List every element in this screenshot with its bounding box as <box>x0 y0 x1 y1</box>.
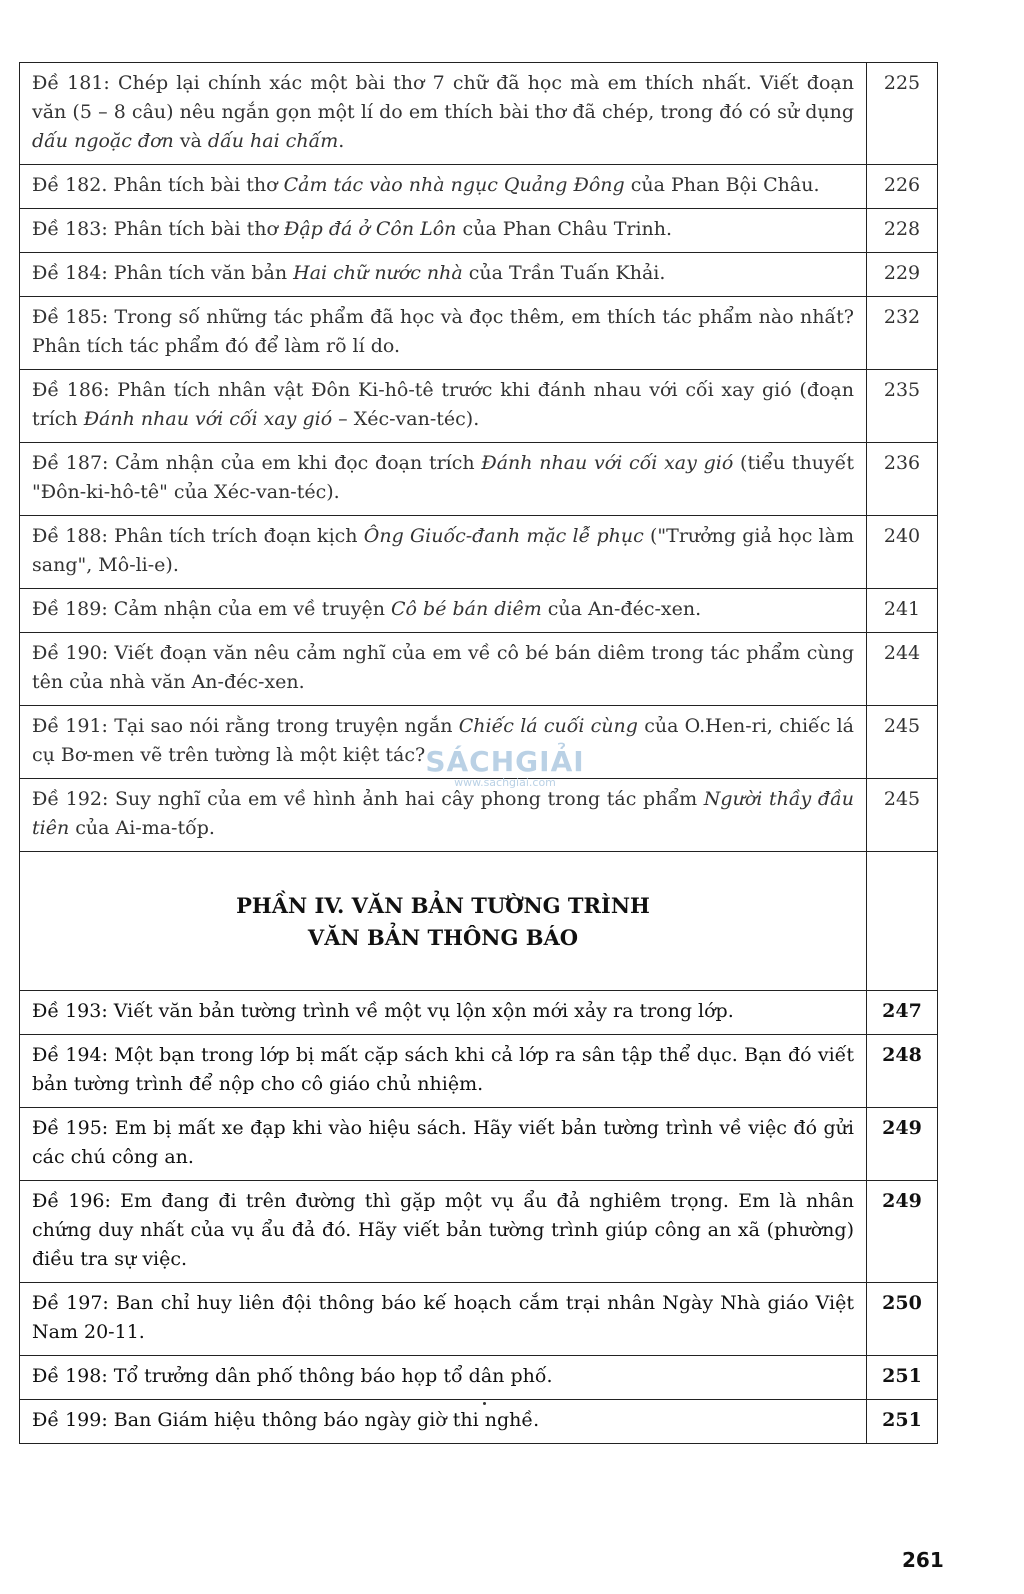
toc-entry <box>20 1108 938 1181</box>
toc-entry-segment: : Cảm nhận của em khi đọc đoạn trích <box>102 452 482 474</box>
toc-entry-page: 241 <box>867 589 938 633</box>
section-heading-line-1: PHẦN IV. VĂN BẢN TƯỜNG TRÌNH <box>236 893 650 918</box>
toc-entry-label: Đề 189 <box>32 598 102 620</box>
watermark <box>405 745 605 789</box>
toc-entry <box>20 297 938 370</box>
toc-entry-page: 244 <box>867 633 938 706</box>
toc-entry-page: 245 <box>867 779 938 852</box>
toc-entry-text <box>20 1108 867 1181</box>
toc-entry-segment: : Phân tích trích đoạn kịch <box>101 525 364 547</box>
toc-entry-title-italic: dấu hai chấm <box>207 130 339 152</box>
toc-entry-page: 250 <box>867 1283 938 1356</box>
toc-entry-text <box>20 63 867 165</box>
toc-entry-page: 249 <box>867 1108 938 1181</box>
toc-entry-segment: : Một bạn trong lớp bị mất cặp sách khi cả lớp ra sân tập thể dục. Bạn đó viết bản tường trình để nộp cho cô giáo chủ nhiệm. <box>32 1044 854 1095</box>
toc-entry <box>20 63 938 165</box>
toc-entry-text <box>20 1035 867 1108</box>
toc-entry-segment: của Phan Châu Trinh. <box>456 218 673 240</box>
toc-entry-text <box>20 370 867 443</box>
toc-entry-title-italic: dấu ngoặc đơn <box>32 130 174 152</box>
toc-entry-label: Đề 191 <box>32 715 102 737</box>
toc-entry-segment: : Suy nghĩ của em về hình ảnh hai cây phong trong tác phẩm <box>101 788 704 810</box>
toc-entry-label: Đề 199 <box>32 1409 102 1431</box>
toc-entry-text <box>20 209 867 253</box>
toc-entry-segment: : Tại sao nói rằng trong truyện ngắn <box>101 715 459 737</box>
toc-entry-segment: của Phan Bội Châu. <box>624 174 820 196</box>
toc-entry <box>20 253 938 297</box>
toc-entry-segment: : Viết văn bản tường trình về một vụ lộn xộn mới xảy ra trong lớp. <box>101 1000 734 1022</box>
toc-entry-label: Đề 195 <box>32 1117 102 1139</box>
toc-entry-page: 235 <box>867 370 938 443</box>
toc-entry-label: Đề 182 <box>32 174 102 196</box>
toc-entry-segment: và <box>173 130 208 152</box>
toc-entry-segment: : Trong số những tác phẩm đã học và đọc thêm, em thích tác phẩm nào nhất? Phân tích tác phẩm đó để làm rõ lí do. <box>32 306 854 357</box>
section-heading-line-2: VĂN BẢN THÔNG BÁO <box>307 925 579 950</box>
toc-entry-page: 240 <box>867 516 938 589</box>
toc-entry <box>20 443 938 516</box>
toc-entry <box>20 165 938 209</box>
toc-entry-text <box>20 1283 867 1356</box>
toc-entry-segment: (tiểu thuyết "Đôn-ki-hô-tê" của Xéc-van-téc). <box>32 452 854 503</box>
toc-entry-segment: của Ai-ma-tốp. <box>69 817 215 839</box>
toc-entry-text <box>20 633 867 706</box>
toc-entry <box>20 633 938 706</box>
toc-entry-title-italic: Hai chữ nước nhà <box>293 262 463 284</box>
toc-rows-part-iv <box>20 991 938 1444</box>
toc-entry-page: 251 <box>867 1400 938 1444</box>
toc-entry-page: 247 <box>867 991 938 1035</box>
toc-entry-page: 236 <box>867 443 938 516</box>
toc-entry-segment: của An-đéc-xen. <box>541 598 702 620</box>
toc-entry-segment: . Phân tích bài thơ <box>101 174 284 196</box>
toc-entry-page: 228 <box>867 209 938 253</box>
toc-entry-label: Đề 188 <box>32 525 102 547</box>
toc-entry-segment: : Phân tích nhân vật Đôn Ki-hô-tê trước khi đánh nhau với cối xay gió (đoạn trích <box>32 379 854 430</box>
toc-entry-text <box>20 1400 867 1444</box>
toc-entry-label: Đề 198 <box>32 1365 102 1387</box>
watermark-brand: SÁCHGIẢI <box>425 745 585 778</box>
toc-entry-label: Đề 186 <box>32 379 104 401</box>
toc-entry-page: 232 <box>867 297 938 370</box>
toc-entry-text <box>20 443 867 516</box>
toc-entry-segment: : Ban chỉ huy liên đội thông báo kế hoạch cắm trại nhân Ngày Nhà giáo Việt Nam 20-11. <box>32 1292 854 1343</box>
toc-entry-page: 245 <box>867 706 938 779</box>
toc-entry-segment: : Chép lại chính xác một bài thơ 7 chữ đã học mà em thích nhất. Viết đoạn văn (5 – 8 câu) nêu ngắn gọn một lí do em thích bài thơ đã chép, trong đó có sử dụng <box>32 72 854 123</box>
toc-rows-part-iii <box>20 63 938 852</box>
toc-entry-title-italic: Đánh nhau với cối xay gió <box>481 452 734 474</box>
page-number: 261 <box>902 1548 944 1572</box>
toc-entry-text <box>20 1356 867 1400</box>
toc-entry <box>20 779 938 852</box>
toc-entry <box>20 516 938 589</box>
toc-entry-label: Đề 187 <box>32 452 103 474</box>
toc-entry-page: 226 <box>867 165 938 209</box>
print-speck <box>483 1402 486 1405</box>
toc-entry-text <box>20 1181 867 1283</box>
toc-entry-segment: : Phân tích văn bản <box>101 262 294 284</box>
toc-entry-segment: ("Trưởng giả học làm sang", Mô-li-e). <box>32 525 854 576</box>
toc-entry-text <box>20 516 867 589</box>
toc-entry <box>20 1181 938 1283</box>
toc-entry-label: Đề 196 <box>32 1190 105 1212</box>
toc-entry-text <box>20 165 867 209</box>
toc-entry-text <box>20 589 867 633</box>
toc-entry-page: 249 <box>867 1181 938 1283</box>
toc-entry-segment: : Viết đoạn văn nêu cảm nghĩ của em về cô bé bán diêm trong tác phẩm cùng tên của nhà văn An-đéc-xen. <box>32 642 854 693</box>
toc-entry-title-italic: Người thầy đầu tiên <box>32 788 854 839</box>
toc-entry <box>20 991 938 1035</box>
toc-entry-label: Đề 192 <box>32 788 102 810</box>
toc-entry-title-italic: Cảm tác vào nhà ngục Quảng Đông <box>283 174 625 196</box>
toc-entry-segment: : Em bị mất xe đạp khi vào hiệu sách. Hãy viết bản tường trình về việc đó gửi các chú công an. <box>32 1117 854 1168</box>
toc-entry-label: Đề 185 <box>32 306 102 328</box>
toc-entry <box>20 1400 938 1444</box>
toc-entry-segment: : Tổ trưởng dân phố thông báo họp tổ dân phố. <box>101 1365 553 1387</box>
toc-entry-title-italic: Đập đá ở Côn Lôn <box>284 218 457 240</box>
toc-entry-label: Đề 183 <box>32 218 102 240</box>
toc-entry-segment: : Em đang đi trên đường thì gặp một vụ ẩu đả nghiêm trọng. Em là nhân chứng duy nhất của vụ ẩu đả đó. Hãy viết bản tường trình giúp công an xã (phường) điều tra sự việc. <box>32 1190 854 1270</box>
toc-entry-title-italic: Ông Giuốc-đanh mặc lễ phục <box>363 525 644 547</box>
toc-entry-label: Đề 194 <box>32 1044 102 1066</box>
toc-entry-page: 229 <box>867 253 938 297</box>
watermark-url: www.sachgiai.com <box>454 776 556 789</box>
toc-entry <box>20 1035 938 1108</box>
toc-entry-page: 248 <box>867 1035 938 1108</box>
toc-entry <box>20 370 938 443</box>
toc-entry-segment: : Phân tích bài thơ <box>101 218 284 240</box>
toc-entry-title-italic: Đánh nhau với cối xay gió <box>83 408 333 430</box>
toc-entry-label: Đề 181 <box>32 72 104 94</box>
toc-entry-segment: . <box>338 130 345 152</box>
toc-entry <box>20 1356 938 1400</box>
toc-entry-label: Đề 197 <box>32 1292 103 1314</box>
toc-entry-segment: – Xéc-van-téc). <box>332 408 480 430</box>
toc-entry-text <box>20 991 867 1035</box>
toc-entry-title-italic: Chiếc lá cuối cùng <box>458 715 638 737</box>
toc-entry-text <box>20 779 867 852</box>
toc-entry-page: 225 <box>867 63 938 165</box>
toc-entry-segment: của Trần Tuấn Khải. <box>462 262 666 284</box>
section-heading-page-cell <box>867 852 938 991</box>
toc-entry-label: Đề 193 <box>32 1000 102 1022</box>
toc-entry <box>20 209 938 253</box>
toc-entry-text <box>20 297 867 370</box>
toc-entry-title-italic: Cô bé bán diêm <box>391 598 542 620</box>
toc-entry-text <box>20 253 867 297</box>
toc-entry <box>20 1283 938 1356</box>
section-heading-row <box>20 852 938 991</box>
toc-entry-segment: : Ban Giám hiệu thông báo ngày giờ thi nghề. <box>101 1409 540 1431</box>
toc-entry-segment: : Cảm nhận của em về truyện <box>101 598 392 620</box>
toc-entry-page: 251 <box>867 1356 938 1400</box>
toc-entry-segment: của O.Hen-ri, chiếc lá cụ Bơ-men vẽ trên tường là một kiệt tác? <box>32 715 854 766</box>
toc-entry-label: Đề 190 <box>32 642 102 664</box>
toc-entry <box>20 589 938 633</box>
section-heading <box>20 852 867 991</box>
toc-entry-label: Đề 184 <box>32 262 102 284</box>
